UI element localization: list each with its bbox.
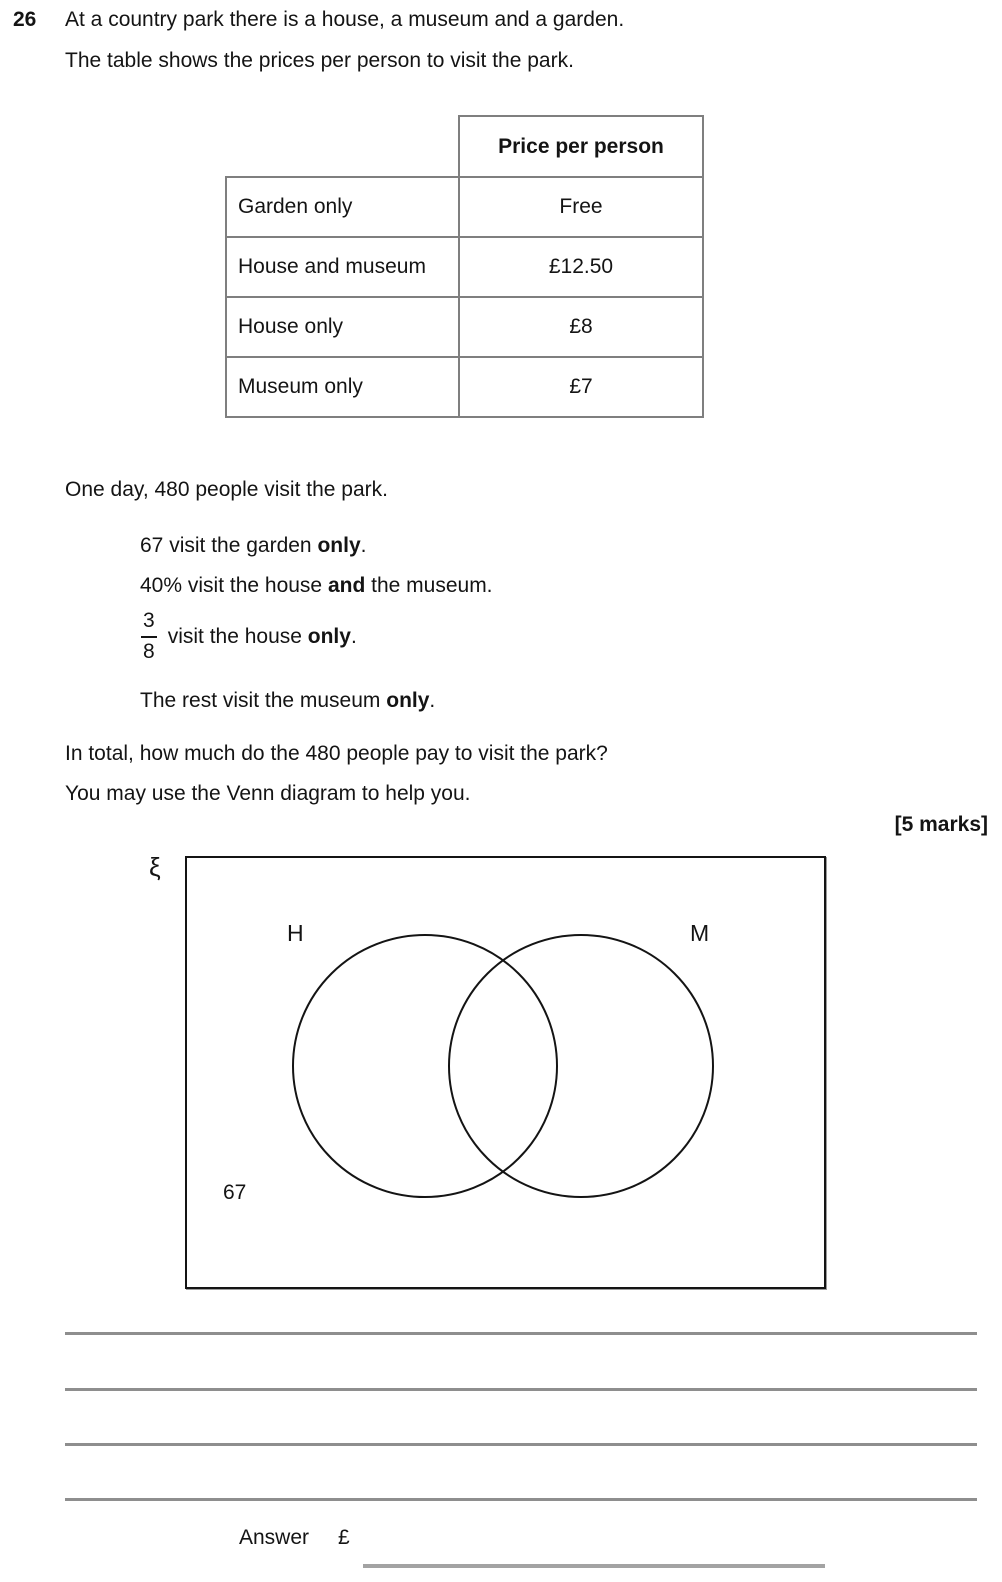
fact-museum-only (140, 688, 435, 713)
answer-currency-symbol: £ (338, 1526, 350, 1549)
intro-line-2: The table shows the prices per person to visit the park. (65, 49, 574, 72)
fact-text: visit the house (167, 625, 308, 649)
fact-bold-word: and (327, 574, 366, 597)
fraction-denominator: 8 (143, 640, 155, 664)
empty-header-cell (226, 116, 459, 177)
table-row-garden-only (226, 177, 703, 237)
venn-label-m: M (690, 920, 710, 946)
price-per-person-header: Price per person (459, 116, 703, 177)
fact-bold-word: only (307, 625, 351, 649)
row-label: Museum only (226, 357, 459, 417)
marks-badge: [5 marks] (894, 813, 988, 836)
row-label: House only (226, 297, 459, 357)
working-line-4 (65, 1498, 977, 1501)
answer-label: Answer (239, 1526, 310, 1549)
fact-text: . (360, 534, 367, 557)
fact-bold-word: only (317, 534, 361, 557)
venn-circles (187, 858, 824, 1287)
row-label: House and museum (226, 237, 459, 297)
table-row-museum-only (226, 357, 703, 417)
row-price: £8 (459, 297, 703, 357)
fact-text: . (350, 625, 357, 649)
row-label: Garden only (226, 177, 459, 237)
fact-bold-word: only (386, 689, 430, 712)
fact-house-and-museum (140, 573, 493, 598)
fact-garden-only (140, 533, 366, 558)
table-row-house-and-museum (226, 237, 703, 297)
fact-text: . (429, 689, 436, 712)
fact-text: 67 visit the garden (140, 534, 318, 557)
fact-text: The rest visit the museum (140, 689, 387, 712)
venn-circle-house (293, 935, 557, 1197)
fraction-three-eighths (141, 608, 157, 666)
venn-outside-count: 67 (223, 1181, 247, 1204)
working-line-3 (65, 1443, 977, 1446)
fact-text: the museum. (365, 574, 493, 597)
venn-diagram (185, 856, 826, 1289)
price-table (225, 115, 704, 418)
working-line-1 (65, 1332, 977, 1335)
question-number: 26 (13, 8, 37, 31)
row-price: £7 (459, 357, 703, 417)
row-price: £12.50 (459, 237, 703, 297)
question-prompt-line-1: In total, how much do the 480 people pay to visit the park? (65, 742, 608, 765)
universal-set-symbol: ξ (149, 852, 161, 882)
venn-label-h: H (287, 920, 304, 946)
price-table-header-row (226, 116, 703, 177)
fact-house-only (141, 608, 357, 666)
fact-text: 40% visit the house (140, 574, 328, 597)
intro-line-1: At a country park there is a house, a museum and a garden. (65, 8, 625, 31)
question-prompt-line-2: You may use the Venn diagram to help you. (65, 782, 471, 805)
visitors-total-line: One day, 480 people visit the park. (65, 478, 388, 501)
table-row-house-only (226, 297, 703, 357)
fraction-numerator: 3 (141, 608, 157, 638)
row-price: Free (459, 177, 703, 237)
venn-circle-museum (449, 935, 713, 1197)
answer-blank-line (363, 1564, 825, 1568)
fact-text-group (168, 624, 357, 649)
working-line-2 (65, 1388, 977, 1391)
